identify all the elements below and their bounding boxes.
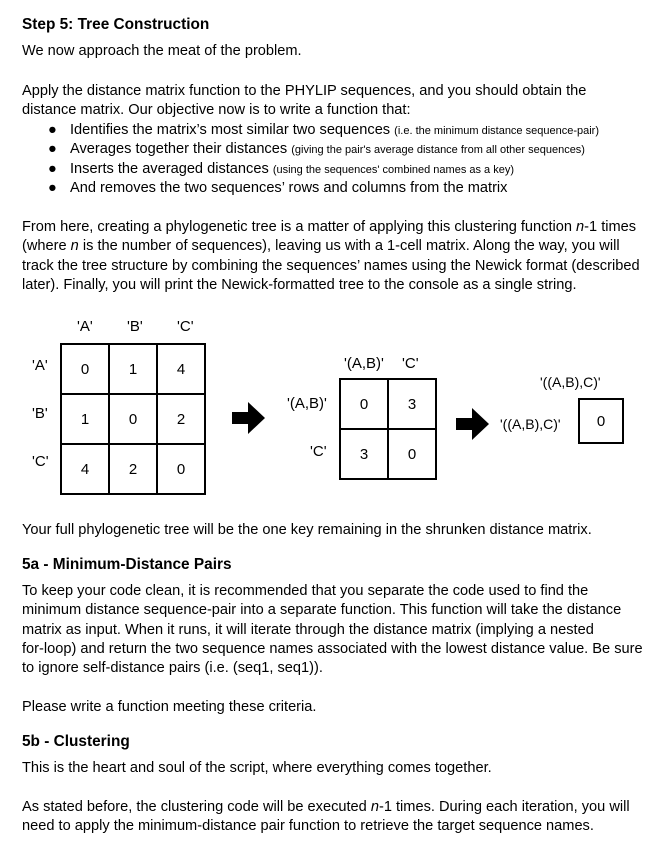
step5-intro: We now approach the meat of the problem. — [22, 43, 302, 59]
step5-heading: Step 5: Tree Construction — [22, 16, 210, 33]
m1-cell: 4 — [157, 344, 205, 394]
bullet-item-2 — [70, 140, 585, 160]
after-figure-text: Your full phylogenetic tree will be the one key remaining in the shrunken distance matrix. — [22, 522, 592, 538]
bullet-item-3 — [70, 160, 514, 180]
bullet-note: (giving the pair's average distance from all other sequences) — [291, 144, 585, 156]
bullet-item-1 — [70, 121, 599, 141]
step5a-line: minimum distance sequence-pair into a separate function. This function will take the distance — [22, 602, 622, 618]
bullet-icon: ● — [48, 141, 57, 157]
bullet-note: (using the sequences' combined names as a key) — [272, 164, 515, 176]
m2-cell: 0 — [340, 379, 388, 429]
para2-line4: later). Finally, you will print the Newick-formatted tree to the console as a single string. — [22, 277, 577, 293]
m3-row-label: '((A,B),C)' — [500, 416, 561, 432]
m2-cell: 3 — [340, 429, 388, 479]
step5b-heading: 5b - Clustering — [22, 733, 130, 750]
m2-col-label: 'C' — [402, 355, 419, 372]
bullet-icon: ● — [48, 180, 57, 196]
m3-col-label: '((A,B),C)' — [540, 374, 601, 390]
para2-line1: From here, creating a phylogenetic tree is a matter of applying this clustering function n-1 times — [22, 219, 637, 235]
step5a-line: for-loop) and return the two sequence names associated with the lowest distance value. Be sure — [22, 641, 643, 657]
m2-cell: 0 — [388, 429, 436, 479]
m1-col-label: 'A' — [77, 318, 93, 335]
m1-row-label: 'B' — [32, 405, 48, 422]
bullet-item-4 — [70, 179, 507, 198]
m1-cell: 2 — [109, 444, 157, 494]
m2-cell: 3 — [388, 379, 436, 429]
bullet-main: Inserts the averaged distances — [70, 161, 269, 177]
para1-line2: distance matrix. Our objective now is to write a function that: — [22, 102, 411, 118]
matrix-2x2 — [339, 378, 437, 480]
para2-line3: track the tree structure by combining the sequences’ names using the Newick format (described — [22, 258, 640, 274]
right-arrow-icon — [456, 408, 490, 440]
bullet-icon: ● — [48, 122, 57, 138]
m1-cell: 0 — [61, 344, 109, 394]
m2-row-label: 'C' — [310, 443, 327, 460]
right-arrow-icon — [232, 402, 266, 434]
step5a-line: to ignore self-distance pairs (i.e. (seq1, seq1)). — [22, 660, 323, 676]
matrix-3x3 — [60, 343, 206, 495]
bullet-main: Averages together their distances — [70, 141, 288, 157]
bullet-main: Identifies the matrix’s most similar two sequences — [70, 122, 391, 138]
step5b-p2-line1: As stated before, the clustering code will be executed n-1 times. During each iteration, you will — [22, 799, 630, 815]
m1-row-label: 'C' — [32, 453, 49, 470]
m1-cell: 1 — [61, 394, 109, 444]
m1-col-label: 'B' — [127, 318, 143, 335]
m3-cell: 0 — [579, 399, 623, 443]
step5a-line: matrix as input. When it runs, it will iterate through the distance matrix (implying a nested — [22, 622, 594, 638]
para1-line1: Apply the distance matrix function to the PHYLIP sequences, and you should obtain the — [22, 83, 587, 99]
m1-row-label: 'A' — [32, 357, 48, 374]
m2-row-label: '(A,B)' — [287, 395, 327, 412]
m1-cell: 1 — [109, 344, 157, 394]
m1-cell: 0 — [157, 444, 205, 494]
step5b-p2-line2: need to apply the minimum-distance pair function to retrieve the target sequence names. — [22, 818, 594, 834]
step5a-request: Please write a function meeting these criteria. — [22, 699, 317, 715]
m2-col-label: '(A,B)' — [344, 355, 384, 372]
step5a-line: To keep your code clean, it is recommended that you separate the code used to find the — [22, 583, 589, 599]
step5b-line1: This is the heart and soul of the script, where everything comes together. — [22, 760, 492, 776]
bullet-main: And removes the two sequences’ rows and columns from the matrix — [70, 180, 508, 196]
m1-cell: 0 — [109, 394, 157, 444]
m1-cell: 4 — [61, 444, 109, 494]
matrix-1x1 — [578, 398, 624, 444]
bullet-note: (i.e. the minimum distance sequence-pair) — [394, 125, 599, 137]
para2-line2: (where n is the number of sequences), leaving us with a 1-cell matrix. Along the way, you will — [22, 238, 620, 254]
m1-cell: 2 — [157, 394, 205, 444]
step5a-heading: 5a - Minimum-Distance Pairs — [22, 556, 232, 573]
m1-col-label: 'C' — [177, 318, 194, 335]
bullet-icon: ● — [48, 161, 57, 177]
